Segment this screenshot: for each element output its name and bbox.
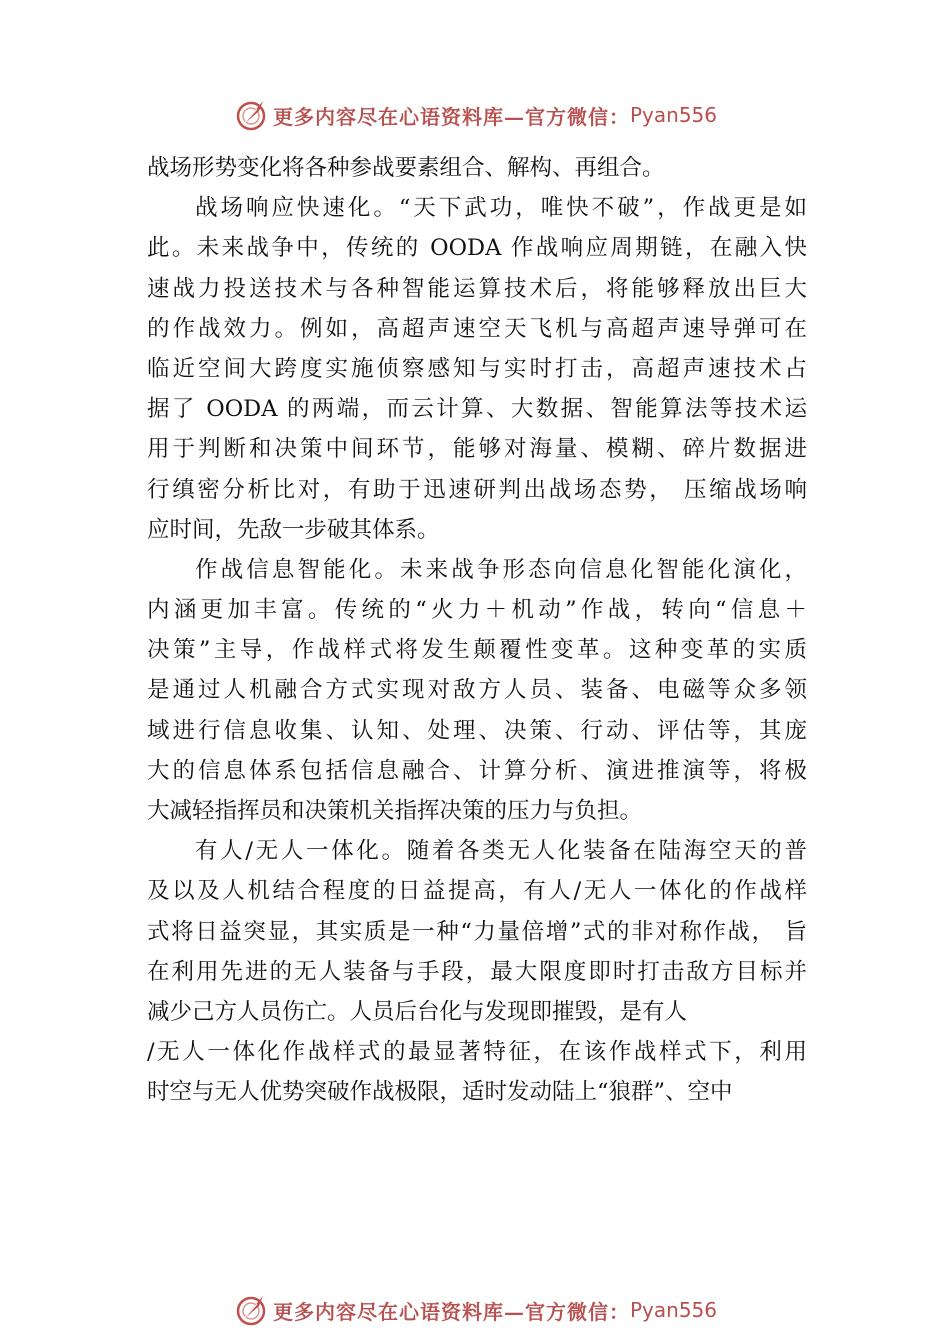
text-line: 是通过人机融合方式实现对敌方人员、装备、电磁等众多领 [147,677,807,704]
text-line: 此。未来战争中，传统的 OODA 作战响应周期链，在融入快 [147,235,807,262]
text-line: 应时间，先敌一步破其体系。 [147,516,440,543]
text-line: /无人一体化作战样式的最显著特征，在该作战样式下，利用 [147,1039,807,1066]
text-line: 大减轻指挥员和决策机关指挥决策的压力与负担。 [147,798,643,824]
text-line: 战场形势变化将各种参战要素组合、解构、再组合。 [147,155,665,181]
text-line: 速战力投送技术与各种智能运算技术后，将能够释放出巨大 [147,275,807,302]
banner-text: 更多内容尽在心语资料库—官方微信： [272,1299,630,1324]
text-line: 战场响应快速化。“天下武功，唯快不破”，作战更是如 [195,195,807,222]
text-line: 大的信息体系包括信息融合、计算分析、演进推演等，将极 [147,757,807,784]
quill-pen-circle-icon [233,1292,269,1328]
text-line: 在利用先进的无人装备与手段，最大限度即时打击敌方目标并 [147,958,807,985]
article-body [147,148,807,1113]
text-line: 的作战效力。例如，高超声速空天飞机与高超声速导弹可在 [147,315,807,342]
text-line: 作战信息智能化。未来战争形态向信息化智能化演化， [195,556,807,583]
text-line: 式将日益突显，其实质是一种“力量倍增”式的非对称作战， 旨 [147,918,807,945]
text-line: 内涵更加丰富。传统的“火力＋机动”作战，转向“信息＋ [147,597,807,624]
quill-pen-circle-icon [233,97,269,133]
footer-watermark-banner [0,1290,950,1330]
banner-text: 更多内容尽在心语资料库—官方微信： [272,104,630,129]
text-line: 减少己方人员伤亡。人员后台化与发现即摧毁，是有人 [147,998,688,1025]
text-line: 域进行信息收集、认知、处理、决策、行动、评估等，其庞 [147,717,807,744]
text-line: 及以及人机结合程度的日益提高，有人/无人一体化的作战样 [147,878,807,905]
text-line: 有人/无人一体化。随着各类无人化装备在陆海空天的普 [195,838,807,865]
text-line: 行缜密分析比对，有助于迅速研判出战场态势， 压缩战场响 [147,476,807,503]
banner-wechat-id: Pyan556 [629,1298,717,1322]
text-line: 用于判断和决策中间环节，能够对海量、模糊、碎片数据进 [147,436,807,463]
text-line: 据了 OODA 的两端，而云计算、大数据、智能算法等技术运 [147,396,807,423]
text-line: 时空与无人优势突破作战极限，适时发动陆上“狼群”、空中 [147,1079,733,1106]
text-line: 决策”主导，作战样式将发生颠覆性变革。这种变革的实质 [147,637,807,664]
header-watermark-banner [0,95,950,135]
banner-wechat-id: Pyan556 [629,103,717,127]
text-line: 临近空间大跨度实施侦察感知与实时打击，高超声速技术占 [147,355,807,382]
